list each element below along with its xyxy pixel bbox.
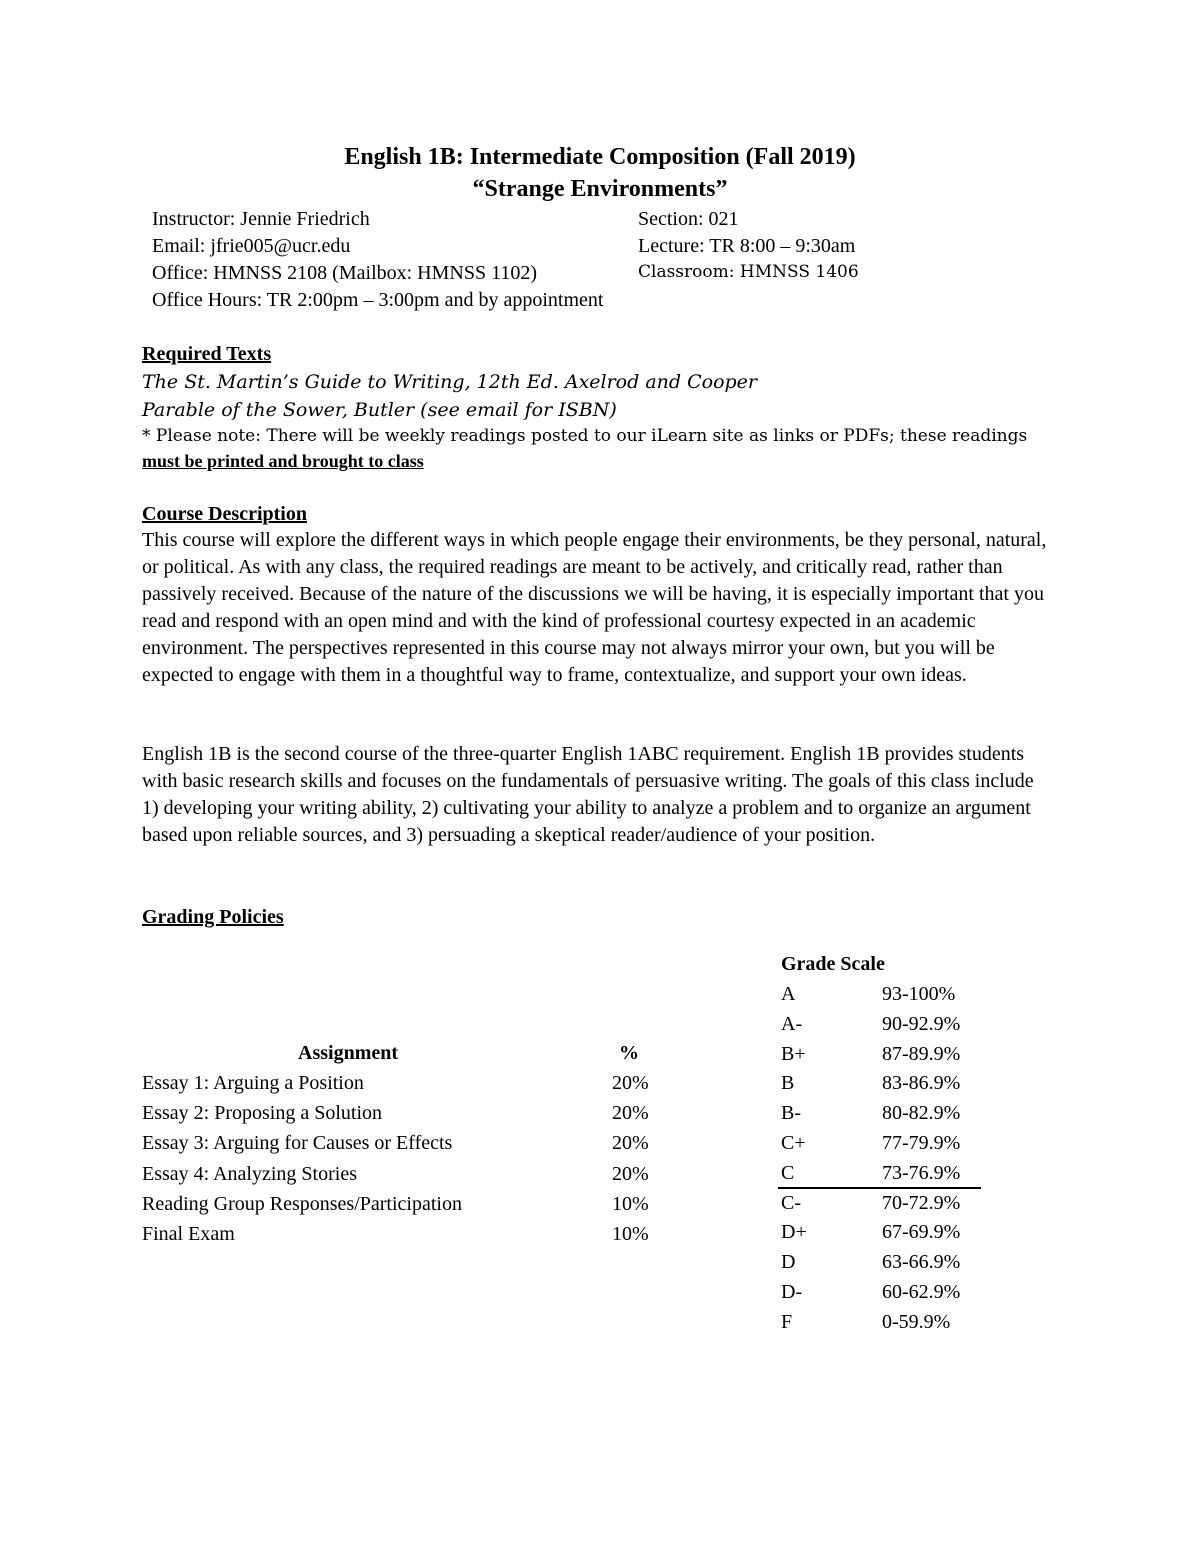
- grade-range: 70-72.9%: [882, 1192, 961, 1214]
- grade-letter: C+: [781, 1132, 806, 1154]
- email: Email: jfrie005@ucr.edu: [152, 235, 351, 257]
- grade-range: 60-62.9%: [882, 1281, 961, 1303]
- grade-letter: C-: [781, 1192, 801, 1214]
- grade-letter: F: [781, 1311, 793, 1333]
- grade-range: 63-66.9%: [882, 1251, 961, 1273]
- assignment-percent: 10%: [612, 1223, 649, 1245]
- assignment-percent: 10%: [612, 1193, 649, 1215]
- readings-note-emphasis: must be printed and brought to class: [142, 451, 424, 471]
- grade-letter: D+: [781, 1221, 807, 1243]
- office: Office: HMNSS 2108 (Mailbox: HMNSS 1102): [152, 262, 538, 284]
- course-subtitle: “Strange Environments”: [472, 176, 728, 202]
- grade-range: 80-82.9%: [882, 1102, 961, 1124]
- required-book-1: The St. Martin’s Guide to Writing, 12th Ed. Axelrod and Cooper: [142, 371, 757, 393]
- course-description-text-1: This course will explore the different ways in which people engage their environments, be they personal, natural, or political. As with any class, the required readings are meant to be actively, and critically read, rather than passively received. Because of the nature of the discussions we will be having, it is especially important that you read and respond with an open mind and with the kind of professional courtesy expected in an academic environment. The perspectives represented in this course may not always mirror your own, but you will be expected to engage with them in a thoughtful way to frame, contextualize, and support your own ideas.: [142, 529, 1047, 686]
- assignment-column-header: Assignment: [298, 1042, 399, 1064]
- classroom: Classroom: HMNSS 1406: [638, 262, 859, 282]
- grade-letter: C: [781, 1162, 795, 1184]
- assignment-name: Final Exam: [142, 1223, 235, 1245]
- grade-range: 67-69.9%: [882, 1221, 961, 1243]
- section: Section: 021: [638, 208, 739, 230]
- grade-range: 77-79.9%: [882, 1132, 961, 1154]
- assignment-name: Essay 3: Arguing for Causes or Effects: [142, 1132, 453, 1154]
- assignment-percent: 20%: [612, 1163, 649, 1185]
- grade-range: 93-100%: [882, 983, 956, 1005]
- course-description-heading: Course Description: [142, 503, 307, 525]
- grade-letter: B-: [781, 1102, 801, 1124]
- grade-letter: A-: [781, 1013, 803, 1035]
- grading-policies-heading: Grading Policies: [142, 906, 284, 928]
- assignment-name: Essay 1: Arguing a Position: [142, 1072, 364, 1094]
- assignment-name: Essay 4: Analyzing Stories: [142, 1163, 357, 1185]
- instructor: Instructor: Jennie Friedrich: [152, 208, 370, 230]
- course-description-text-2: English 1B is the second course of the three-quarter English 1ABC requirement. English 1B provides students with basic research skills and focuses on the fundamentals of persuasive writing. The goals of this class include 1) developing your writing ability, 2) cultivating your ability to analyze a problem and to organize an argument based upon reliable sources, and 3) persuading a skeptical reader/audience of your position.: [142, 743, 1034, 846]
- course-description-para-2: [142, 741, 1052, 849]
- grade-letter: A: [781, 983, 796, 1005]
- grade-scale-divider: [778, 1187, 981, 1189]
- assignment-percent: 20%: [612, 1132, 649, 1154]
- grade-letter: D: [781, 1251, 796, 1273]
- grade-scale-header: Grade Scale: [781, 953, 885, 975]
- required-texts-heading: Required Texts: [142, 343, 272, 365]
- percent-column-header: %: [619, 1042, 639, 1064]
- lecture-time: Lecture: TR 8:00 – 9:30am: [638, 235, 856, 257]
- office-hours: Office Hours: TR 2:00pm – 3:00pm and by appointment: [152, 289, 604, 311]
- grade-range: 90-92.9%: [882, 1013, 961, 1035]
- grade-range: 0-59.9%: [882, 1311, 951, 1333]
- course-description-para-1: [142, 527, 1052, 689]
- grade-range: 83-86.9%: [882, 1072, 961, 1094]
- grade-letter: B: [781, 1072, 795, 1094]
- grade-range: 73-76.9%: [882, 1162, 961, 1184]
- grade-range: 87-89.9%: [882, 1043, 961, 1065]
- grade-letter: D-: [781, 1281, 803, 1303]
- assignment-percent: 20%: [612, 1072, 649, 1094]
- readings-note: * Please note: There will be weekly readings posted to our iLearn site as links or PDFs; these readings: [142, 426, 1028, 446]
- assignment-name: Reading Group Responses/Participation: [142, 1193, 462, 1215]
- assignment-percent: 20%: [612, 1102, 649, 1124]
- grade-letter: B+: [781, 1043, 806, 1065]
- assignment-name: Essay 2: Proposing a Solution: [142, 1102, 383, 1124]
- course-title: English 1B: Intermediate Composition (Fall 2019): [344, 144, 856, 170]
- required-book-2: Parable of the Sower, Butler (see email for ISBN): [142, 399, 617, 421]
